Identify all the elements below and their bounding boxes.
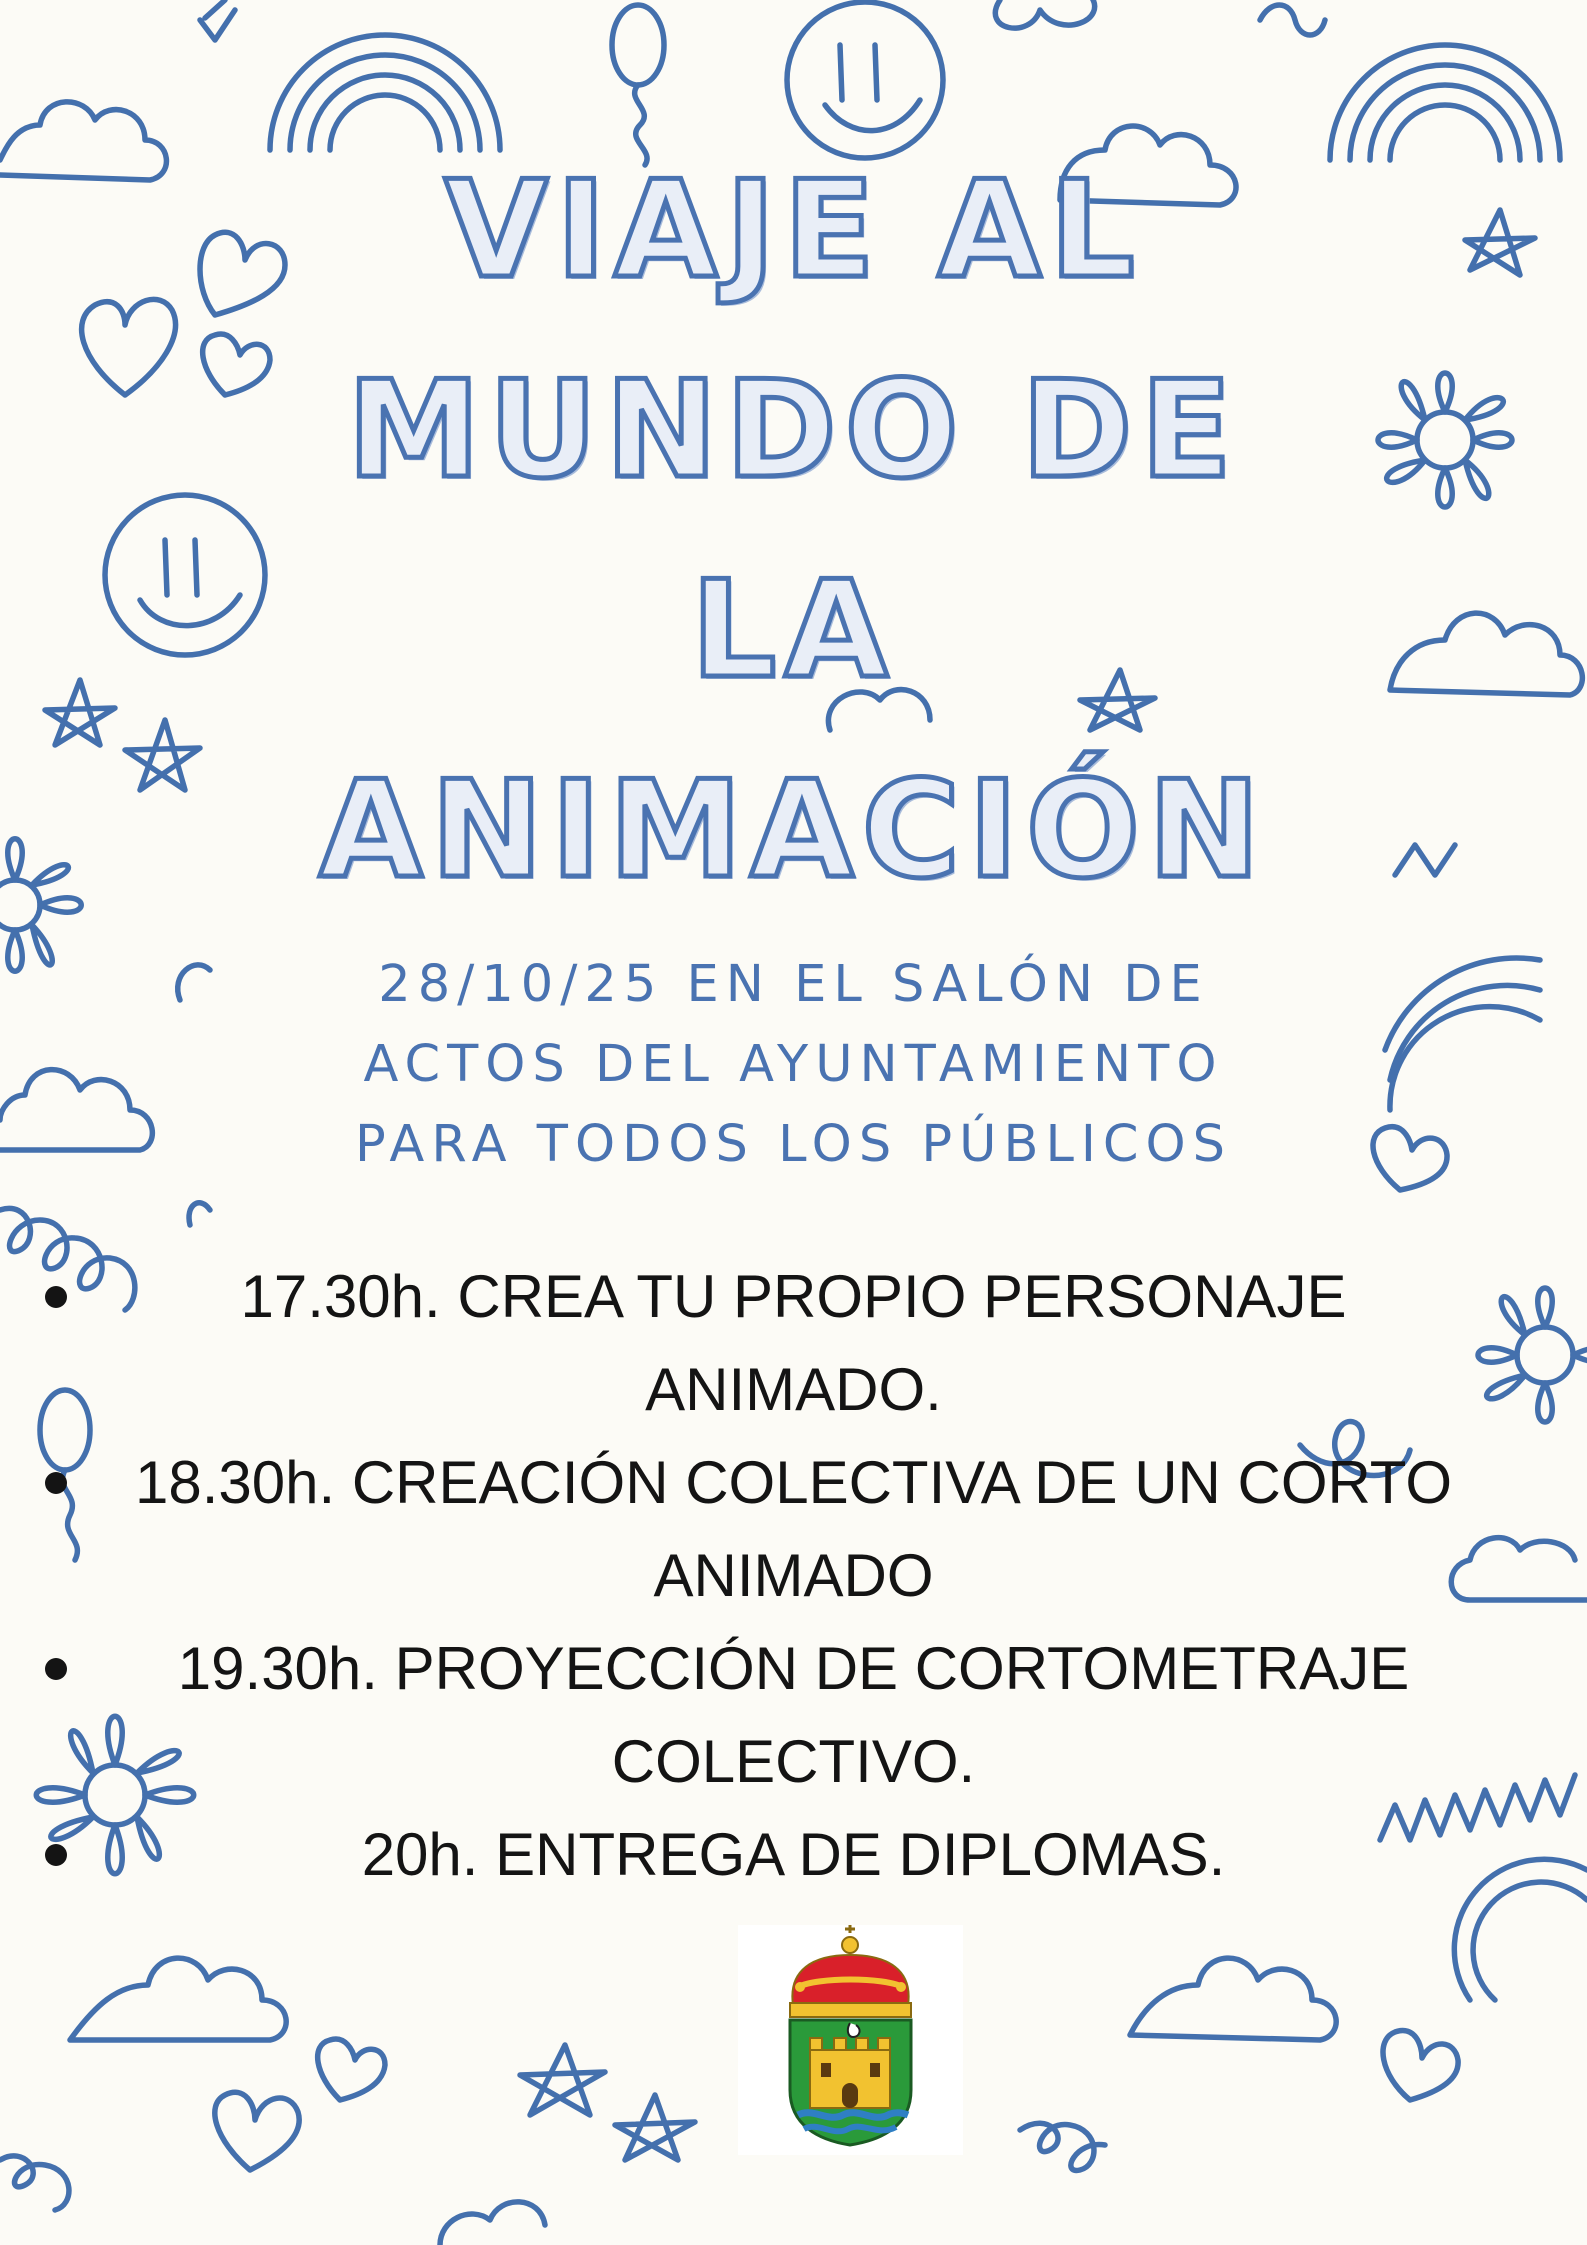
bullet-icon [45, 1844, 67, 1866]
star-icon [520, 2045, 605, 2115]
loop-squiggle-icon [1020, 2123, 1105, 2170]
flower-petal-icon [995, 0, 1094, 28]
schedule-item-text: 17.30h. CREA TU PROPIO PERSONAJE [240, 1263, 1347, 1330]
poster-title [0, 130, 1587, 930]
bullet-icon [45, 1658, 67, 1680]
bullet-icon [45, 1472, 67, 1494]
title-line: ANIMACIÓN [318, 752, 1269, 908]
cloud-icon [440, 2202, 545, 2245]
municipal-coat-of-arms-icon [738, 1925, 963, 2155]
schedule-item [0, 1808, 1587, 1901]
title-line: LA [690, 552, 897, 708]
schedule-item [0, 1622, 1587, 1808]
star-icon [615, 2095, 695, 2160]
schedule-item-text: ANIMADO [653, 1542, 934, 1609]
curl-icon [189, 1203, 210, 1225]
event-details [0, 945, 1587, 1185]
zigzag-icon [200, 0, 235, 40]
subtitle-line: ACTOS DEL AYUNTAMIENTO [363, 1035, 1224, 1094]
cloud-icon [70, 1958, 286, 2040]
subtitle-line: 28/10/25 EN EL SALÓN DE [378, 955, 1209, 1014]
schedule-item-text: 19.30h. PROYECCIÓN DE CORTOMETRAJE [177, 1635, 1410, 1702]
schedule-item [0, 1436, 1587, 1622]
heart-icon [1383, 2031, 1458, 2100]
wave-icon [1260, 5, 1325, 35]
subtitle-line: PARA TODOS LOS PÚBLICOS [354, 1115, 1233, 1174]
heart-icon [215, 2092, 299, 2170]
schedule-item-text: 20h. ENTREGA DE DIPLOMAS. [361, 1821, 1226, 1888]
heart-icon [318, 2039, 385, 2100]
cloud-icon [1130, 1958, 1336, 2040]
title-line: MUNDO DE [347, 352, 1240, 508]
schedule-item-text: COLECTIVO. [611, 1728, 976, 1795]
schedule-item-text: ANIMADO. [645, 1356, 942, 1423]
schedule-list [0, 1250, 1587, 1901]
title-line: VIAJE AL [444, 152, 1143, 308]
schedule-item-text: 18.30h. CREACIÓN COLECTIVA DE UN CORTO [134, 1449, 1453, 1516]
loop-squiggle-icon [0, 2156, 69, 2210]
schedule-item [0, 1250, 1587, 1436]
bullet-icon [45, 1286, 67, 1308]
